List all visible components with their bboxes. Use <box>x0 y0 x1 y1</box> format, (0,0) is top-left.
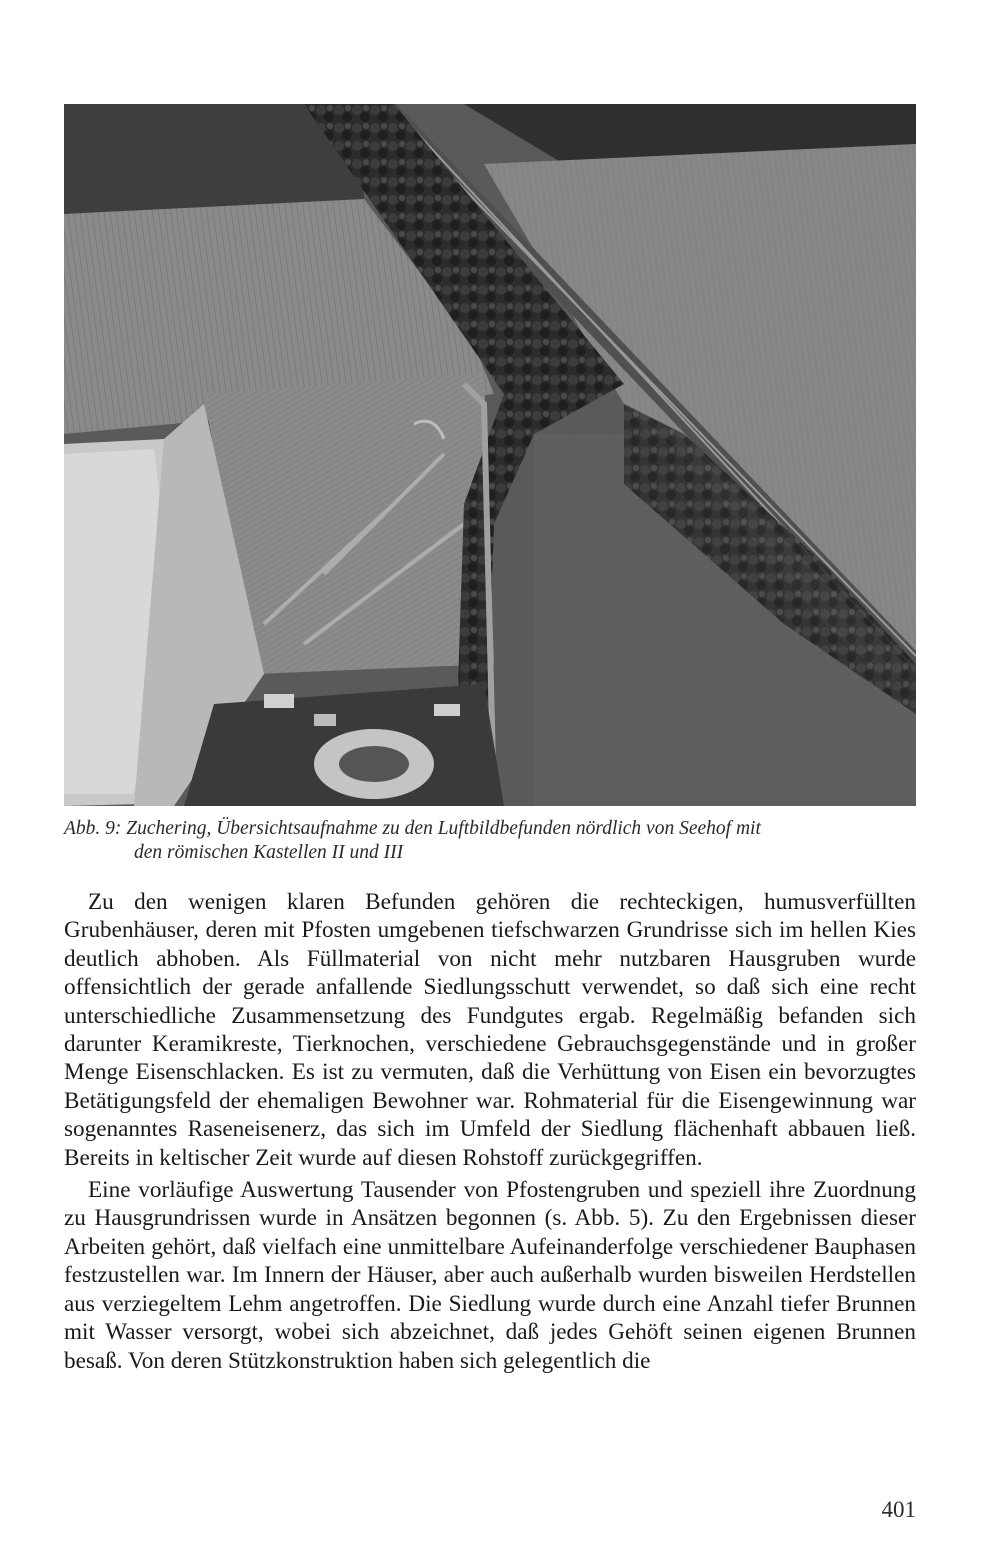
body-text <box>64 888 916 1375</box>
page-number: 401 <box>881 1497 916 1522</box>
caption-line-1: Abb. 9: Zuchering, Übersichtsaufnahme zu den Luftbildbefunden nördlich von Seehof mit <box>64 818 761 839</box>
figure-caption <box>64 817 916 865</box>
caption-line-2: den römischen Kastellen II und III <box>134 842 404 863</box>
aerial-photograph <box>64 104 916 806</box>
paragraph-2: Eine vorläufige Auswertung Tausender von Pfostengruben und speziell ihre Zuordnung zu Hausgrundrissen wurde in Ansätzen begonnen (s. Abb. 5). Zu den Ergebnissen dieser Arbeiten gehört, daß vielfach eine unmittelbare Aufeinanderfolge verschiedener Bauphasen festzustellen war. Im Innern der Häuser, aber auch außerhalb wurden bisweilen Herdstellen aus verziegeltem Lehm angetroffen. Die Siedlung wurde durch eine Anzahl tiefer Brunnen mit Wasser versorgt, wobei sich abzeichnet, daß jedes Gehöft seinen eigenen Brunnen besaß. Von deren Stützkonstruktion haben sich gelegentlich die <box>64 1177 916 1374</box>
paragraph-1: Zu den wenigen klaren Befunden gehören die rechteckigen, humusverfüllten Grubenhäuser, deren mit Pfosten umgebenen tiefschwarzen Grundrisse sich im hellen Kies deutlich abhoben. Als Füllmaterial von nicht mehr nutzbaren Hausgruben wurde offensichtlich der gerade anfallende Siedlungsschutt verwendet, so daß sich eine recht unterschiedliche Zusammensetzung des Fundgutes ergab. Regelmäßig befanden sich darunter Keramikreste, Tierknochen, verschiedene Gebrauchsgegenstände und in großer Menge Eisenschlacken. Es ist zu vermuten, daß die Verhüttung von Eisen ein bevorzugtes Betätigungsfeld der ehemaligen Bewohner war. Rohmaterial für die Eisengewinnung war sogenanntes Raseneisenerz, das sich im Umfeld der Siedlung flächenhaft abbauen ließ. Bereits in keltischer Zeit wurde auf diesen Rohstoff zurückgegriffen. <box>64 889 916 1171</box>
